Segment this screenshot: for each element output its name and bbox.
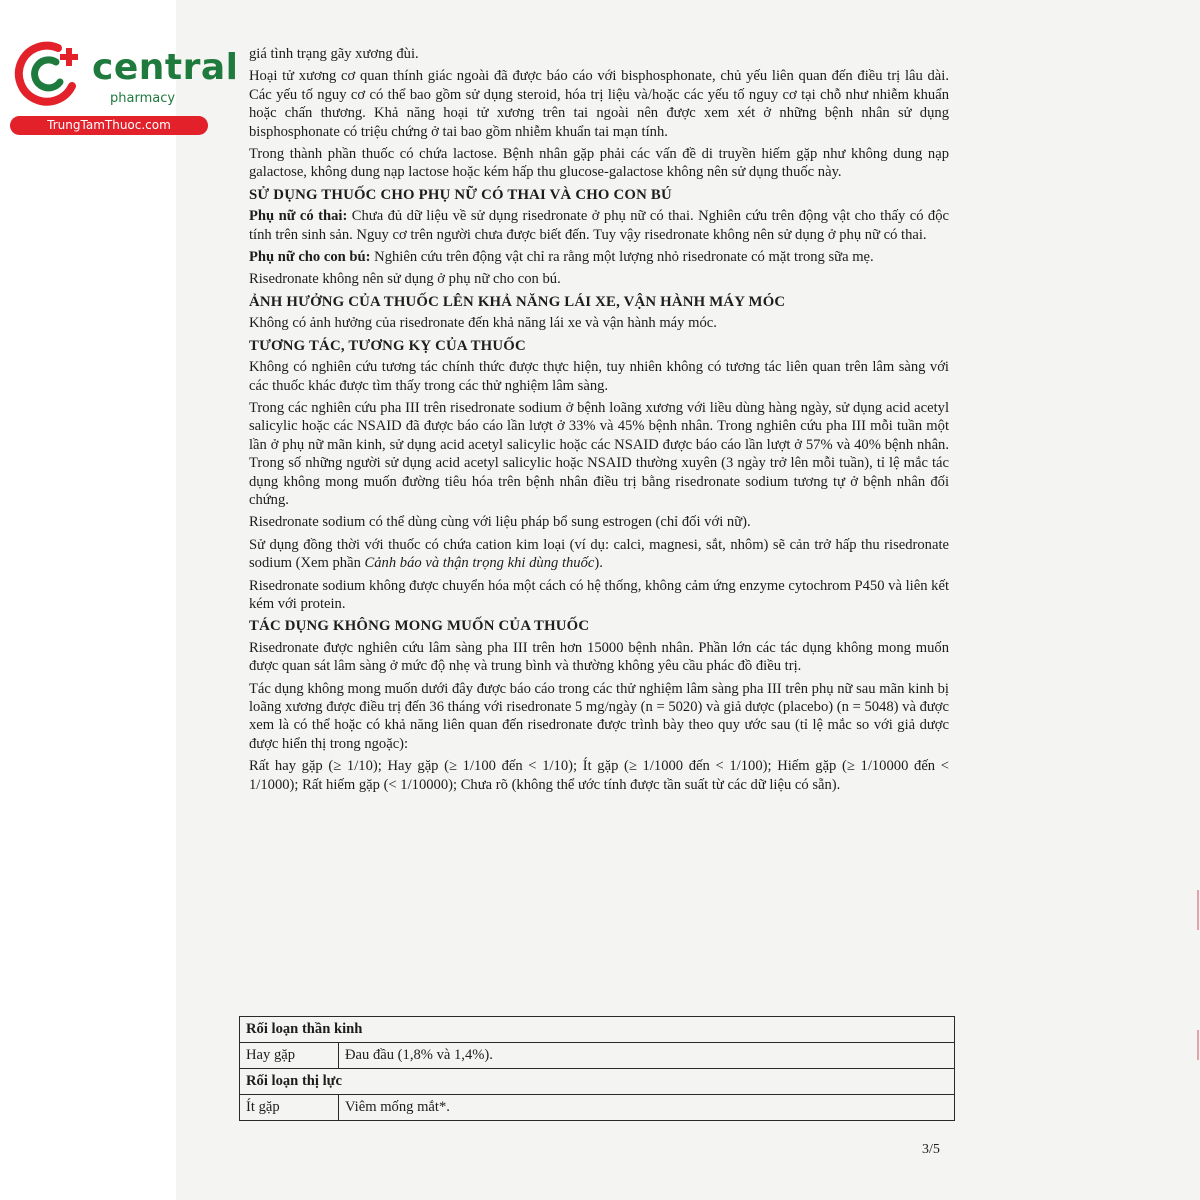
adverse-effects-table <box>239 1016 955 1121</box>
text-run: ). <box>594 555 603 572</box>
table-row <box>240 1017 955 1043</box>
section-heading-driving: ẢNH HƯỞNG CỦA THUỐC LÊN KHẢ NĂNG LÁI XE, VẬN HÀNH MÁY MÓC <box>249 293 786 310</box>
table-row <box>240 1095 955 1121</box>
paragraph: Risedronate được nghiên cứu lâm sàng pha III trên hơn 15000 bệnh nhân. Phần lớn các tác dụng không mong muốn được quan sát lâm sàng ở mức độ nhẹ và trung bình và thường không yêu cầu phác đồ điều trị. <box>249 639 949 675</box>
paragraph <box>249 536 949 573</box>
table-cell-effect: Đau đầu (1,8% và 1,4%). <box>339 1043 955 1069</box>
scan-edge-mark <box>1197 1030 1199 1060</box>
paragraph: Không có ảnh hưởng của risedronate đến khả năng lái xe và vận hành máy móc. <box>249 315 717 332</box>
paragraph: Risedronate không nên sử dụng ở phụ nữ cho con bú. <box>249 271 561 288</box>
pregnancy-label: Phụ nữ có thai: <box>249 208 348 225</box>
logo-sub-text: pharmacy <box>110 91 176 106</box>
table-cell-frequency: Hay gặp <box>240 1043 339 1069</box>
paragraph: Rất hay gặp (≥ 1/10); Hay gặp (≥ 1/100 đến < 1/10); Ít gặp (≥ 1/1000 đến < 1/100); Hiếm gặp (≥ 1/10000 đến < 1/1000); Rất hiếm gặp (< 1/10000); Chưa rõ (không thể ước tính được tần suất từ các dữ liệu có sẵn). <box>249 758 949 793</box>
paragraph-lactation <box>249 248 949 266</box>
table-row <box>240 1069 955 1095</box>
table-cell-frequency: Ít gặp <box>240 1095 339 1121</box>
scan-edge-mark <box>1197 890 1199 930</box>
pregnancy-text: Chưa đủ dữ liệu về sử dụng risedronate ở phụ nữ có thai. Nghiên cứu trên động vật cho thấy có độc tính trên sinh sản. Nguy cơ trên người chưa được biết đến. Tuy vậy risedronate không nên sử dụng ở phụ nữ có thai. <box>249 208 949 243</box>
cross-reference: Cảnh báo và thận trọng khi dùng thuốc <box>364 555 595 572</box>
paragraph-pregnancy <box>249 207 949 244</box>
paragraph: giá tình trạng gãy xương đùi. <box>249 46 419 62</box>
section-heading-pregnancy: SỬ DỤNG THUỐC CHO PHỤ NỮ CÓ THAI VÀ CHO CON BÚ <box>249 186 672 203</box>
document-body <box>249 45 949 798</box>
lactation-text: Nghiên cứu trên động vật chỉ ra rằng một lượng nhỏ risedronate có mặt trong sữa mẹ. <box>370 249 874 266</box>
paragraph: Trong các nghiên cứu pha III trên risedronate sodium ở bệnh loãng xương với liều dùng hàng ngày, sử dụng acid acetyl salicylic hoặc các NSAID đã được báo cáo lần lượt ở 33% và 45% bệnh nhân. Trong nghiên cứu pha III mỗi tuần một lần ở phụ nữ mãn kinh, sử dụng acid acetyl salicylic hoặc các NSAID được báo cáo lần lượt ở 57% và 40% bệnh nhân. Trong số những người sử dụng acid acetyl salicylic hoặc NSAID thường xuyên (3 ngày trở lên mỗi tuần), tỉ lệ mắc tác dụng không mong muốn đường tiêu hóa trên bệnh nhân điều trị bằng risedronate sodium tương tự ở bệnh nhân đối chứng. <box>249 399 949 508</box>
section-heading-adverse-effects: TÁC DỤNG KHÔNG MONG MUỐN CỦA THUỐC <box>249 618 590 635</box>
paragraph: Không có nghiên cứu tương tác chính thức được thực hiện, tuy nhiên không có tương tác liên quan trên lâm sàng với các thuốc khác được tìm thấy trong các thử nghiệm lâm sàng. <box>249 359 949 394</box>
logo-domain-badge: TrungTamThuoc.com <box>10 116 208 135</box>
text-run: Sử dụng đồng thời với thuốc có chứa cation kim loại (ví dụ: calci, magnesi, sắt, nhôm) sẽ cản trở hấp thu risedronate sodium (Xem phần <box>249 536 949 572</box>
table-cell-effect: Viêm mống mắt*. <box>339 1095 955 1121</box>
logo-mark-icon <box>10 34 90 114</box>
central-pharmacy-logo[interactable] <box>10 34 239 139</box>
paragraph: Risedronate sodium có thể dùng cùng với liệu pháp bổ sung estrogen (chỉ đối với nữ). <box>249 514 751 531</box>
table-section-header: Rối loạn thần kinh <box>240 1017 955 1043</box>
paragraph: Tác dụng không mong muốn dưới đây được báo cáo trong các thử nghiệm lâm sàng pha III trên phụ nữ sau mãn kinh bị loãng xương được điều trị đến 36 tháng với risedronate 5 mg/ngày (n = 5020) và giả dược (placebo) (n = 5048) và được xem là có thể hoặc có khả năng liên quan đến risedronate được trình bày theo quy ước sau (tỉ lệ mắc so với giả dược được hiển thị trong ngoặc): <box>249 680 949 752</box>
paragraph: Hoại tử xương cơ quan thính giác ngoài đã được báo cáo với bisphosphonate, chủ yếu liên quan đến điều trị lâu dài. Các yếu tố nguy cơ có thể bao gồm sử dụng steroid, hóa trị liệu và/hoặc các yếu tố nguy cơ tại chỗ như nhiễm khuẩn hoặc chấn thương. Khả năng hoại tử xương trên tai ngoài nên được xem xét ở những bệnh nhân sử dụng bisphosphonate có triệu chứng ở tai bao gồm nhiễm khuẩn tai mạn tính. <box>249 68 949 140</box>
page-number: 3/5 <box>922 1142 940 1157</box>
section-heading-interactions: TƯƠNG TÁC, TƯƠNG KỴ CỦA THUỐC <box>249 337 526 354</box>
paragraph: Risedronate sodium không được chuyển hóa một cách có hệ thống, không cảm ứng enzyme cytochrom P450 và liên kết kém với protein. <box>249 577 949 612</box>
logo-brand-text: central <box>92 47 239 88</box>
table-section-header: Rối loạn thị lực <box>240 1069 955 1095</box>
lactation-label: Phụ nữ cho con bú: <box>249 249 371 266</box>
table-row <box>240 1043 955 1069</box>
paragraph: Trong thành phần thuốc có chứa lactose. Bệnh nhân gặp phải các vấn đề di truyền hiếm gặp như không dung nạp galactose, không dung nạp lactose hoặc kém hấp thu glucose-galactose không nên sử dụng thuốc này. <box>249 146 949 181</box>
